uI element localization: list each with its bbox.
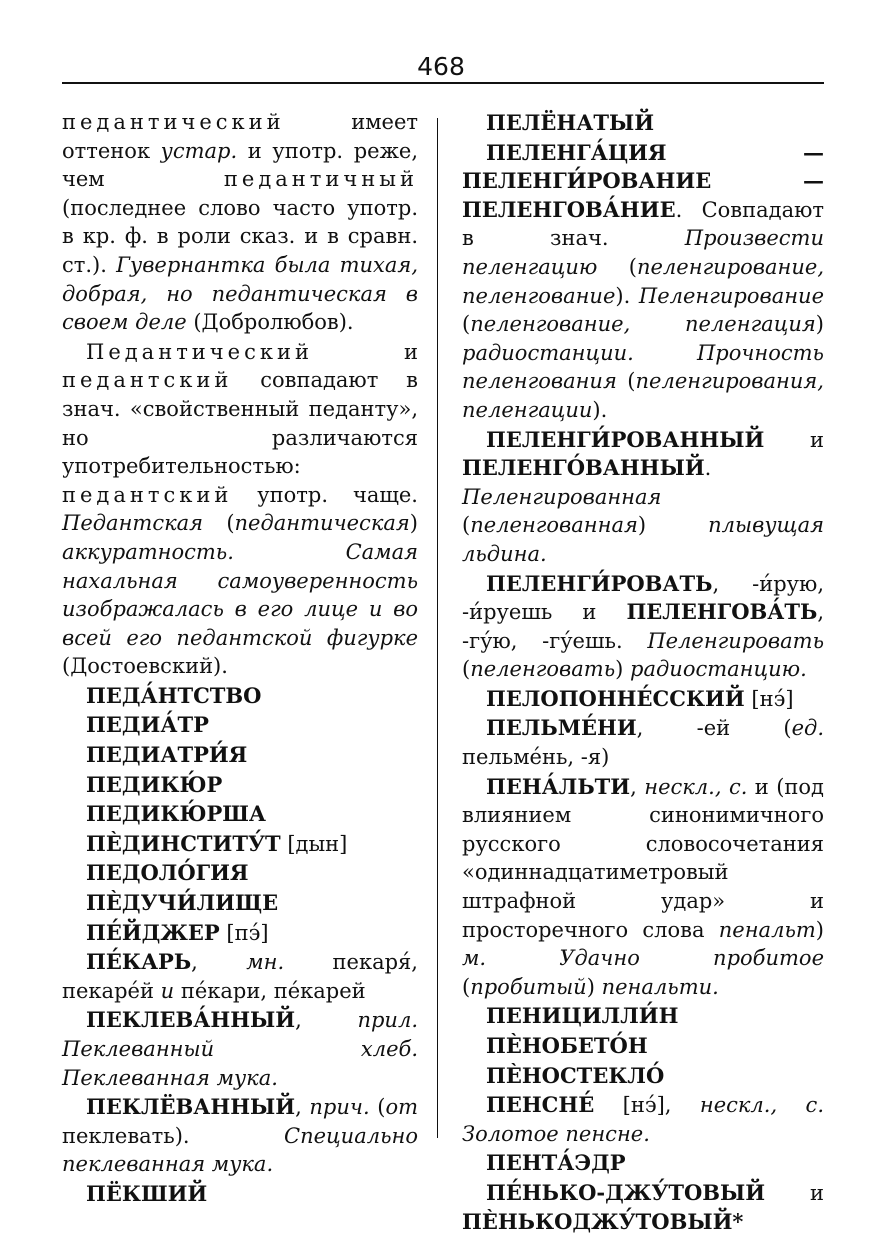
headword: ПЕЛОПОННЕ́ССКИЙ [486,685,745,711]
entry-pedinstitut [62,830,418,859]
headword: ПЕЛЕНГО́ВАННЫЙ [462,455,705,481]
page-number: 468 [417,52,465,81]
headword: ПЕЛЬМЕ́НИ [486,715,637,741]
text-run: , [295,1008,358,1033]
italic-text: нескл., с. [644,774,748,799]
right-column [462,108,824,1236]
italic-text: Произвести пеленгацию [462,226,824,279]
italic-text: прич. [309,1095,370,1120]
headword: ПЕДИКЮ́Р [86,771,223,797]
entry-pedologiya [62,859,418,888]
italic-text: плывущая льдина. [462,513,824,566]
entry-pelengatsiya [462,139,824,425]
text-run: пе́кари, пе́карей [174,978,366,1003]
text-run: , [630,774,645,799]
entry-pedantstvo [62,682,418,711]
text-run: употр. чаще. [232,482,418,507]
text-run: ). [592,397,608,422]
headword: ПЀДУЧИ́ЛИЩЕ [86,890,279,916]
text-run: ( [462,657,471,682]
italic-text: Педантская [62,511,204,536]
entry-peloponnesskiy [462,685,824,714]
headword: ПЕ́ЙДЖЕР [86,919,220,945]
italic-text: аккуратность. Самая нахальная самоуверенность изображалась в его лице и во всей его педантской фигурке [62,539,418,650]
italic-text: Пеленгированная [462,484,662,509]
text-run: ) [615,657,631,682]
text-run: [пэ́] [219,920,269,945]
headword: ПЕДИКЮ́РША [86,801,267,827]
text-run: и [313,339,418,364]
headword: ПЕЛЕНГИ́РОВАННЫЙ [486,426,765,452]
italic-text: м. Удачно пробитое [462,946,824,971]
entry-pekar [62,948,418,1005]
text-run: ( [203,511,235,536]
italic-text: от [385,1095,418,1120]
entry-pedikyur [62,771,418,800]
italic-text: пеленгование, пеленгация [470,312,816,337]
italic-text: пенальти. [601,974,719,999]
entry-penitsillin [462,1002,824,1031]
headword: ПЕНСНЕ́ [486,1092,595,1118]
text-run: , -и́рую, -и́руешь и [462,571,824,625]
headword: ПЕДИАТРИ́Я [86,742,248,768]
italic-text: радиостанцию. [630,657,807,682]
header-rule [62,82,824,84]
entry-pyokshiy [62,1180,418,1209]
text-run: , -гу́ю, -гу́ешь. [462,600,824,653]
text-run: ) [586,974,602,999]
text-run: (Добролюбов). [186,310,354,335]
italic-text: пенальт [718,917,816,942]
entry-peklevanny-adj [62,1006,418,1092]
text-run: [нэ́], [594,1093,700,1118]
headword: ПЕ́КАРЬ [86,949,192,975]
spaced-term: Педантический [86,339,313,364]
entry-pediatriya [62,741,418,770]
text-run: (последнее слово часто употр. в кр. ф. в роли сказ. и в сравн. ст.). [62,195,418,277]
italic-text: педантическая [234,511,410,536]
headword: ПЕНИЦИЛЛИ́Н [486,1003,679,1029]
italic-text: устар. [160,138,238,163]
headword: ПЕКЛЁВАННЫЙ [86,1094,296,1120]
text-run: пельме́нь, -я) [462,745,610,770]
headword: ПЕНТА́ЭДР [486,1150,626,1176]
entry-penosteklo [462,1062,824,1091]
text-run: , [191,950,247,975]
italic-text: ед. [791,716,824,741]
spaced-term: педантический [62,110,285,134]
headword: ПЕЛЕНГИ́РОВАТЬ [486,570,713,596]
headword: ПЁКШИЙ [86,1180,208,1206]
entry-peydzher [62,919,418,948]
text-run: и употр. реже, чем [62,138,418,192]
text-run: совпадают в знач. «свойственный педанту», но различаются употребительностью: [62,368,418,479]
entry-pelengirovanny [462,426,824,569]
headword: ПЀНОСТЕКЛО́ [486,1062,665,1088]
text-run: и (под влиянием синонимичного русского словосочетания «одиннадцатиметровый штрафной удар» и просторечного слова [462,774,824,942]
text-run: (Достоевский). [62,654,228,679]
entry-peduchilishche [62,889,418,918]
usage-note-paragraph [62,338,418,681]
headword: ПЕДОЛО́ГИЯ [86,860,249,886]
entry-penalti [462,773,824,1002]
italic-text: пробитый [470,974,587,999]
headword: ПЀНЬКОДЖУ́ТОВЫЙ* [462,1208,744,1234]
spaced-term: педантский [62,368,233,393]
italic-text: и [160,978,175,1003]
text-run: [дын] [280,831,348,856]
entry-pelmeni [462,714,824,771]
text-run: ( [462,312,471,337]
text-run: ( [369,1095,386,1120]
text-run: пекаря́, пекаре́й [62,950,418,1003]
italic-text: прил. Пеклеванный хлеб. Пеклеванная мука. [62,1008,418,1090]
headword: ПЕДА́НТСТВО [86,682,262,708]
entry-pediatr [62,711,418,740]
text-run: пеклевать). [62,1123,284,1148]
text-run: ( [616,369,636,394]
headword: ПЕДИА́ТР [86,712,209,738]
italic-text: Специально пеклеванная мука. [62,1123,418,1177]
italic-text: Пеленгирование [638,283,824,308]
text-run: ( [462,974,471,999]
entry-penko-dzhutovy [462,1179,824,1236]
column-divider [437,118,438,1138]
text-run: ) [409,511,418,536]
continuation-paragraph [62,108,418,337]
text-run: ) [815,917,824,942]
italic-text: радиостанции. Прочность пеленгования [462,340,824,394]
headword: ПЕЛЕНГОВА́ТЬ [626,599,818,625]
italic-text: пеленговать [470,657,616,682]
spaced-term: педантский [62,482,233,507]
text-run: , -ей ( [636,716,792,741]
headword: ПЀНОБЕТО́Н [486,1033,648,1058]
text-run: , [295,1095,310,1120]
entry-pensne [462,1091,824,1148]
italic-text: пеленгованная [470,513,638,538]
headword: ПЕ́НЬКО-ДЖУ́ТОВЫЙ [486,1179,766,1205]
text-run: ). [615,283,639,308]
italic-text: Пеленгировать [647,628,824,653]
text-run: и [765,1180,824,1205]
italic-text: пеленгирование, пеленгование [462,254,824,308]
spaced-term: педантичный [223,167,418,192]
text-run: имеет оттенок [62,110,418,163]
text-run: . Совпадают в знач. [462,197,824,251]
text-run: ) [815,312,824,337]
text-run: ) [637,513,709,538]
entry-pelengirovat [462,570,824,684]
headword: ПЕЛЁНАТЫЙ [486,110,655,135]
headword: ПЕЛЕНГА́ЦИЯ — ПЕЛЕНГИ́РОВАНИЕ — ПЕЛЕНГОВА́НИЕ [462,139,824,222]
italic-text: нескл., с. Золотое пенсне. [462,1093,824,1146]
entry-peklyovanny-part [62,1093,418,1179]
left-column [62,108,418,1209]
entry-pedikyursha [62,800,418,829]
headword: ПЕКЛЕВА́ННЫЙ [86,1007,296,1033]
text-run: . [704,456,712,481]
text-run: и [764,427,824,452]
entry-penobeton [462,1032,824,1061]
headword: ПЕНА́ЛЬТИ [486,773,631,799]
italic-text: пеленгирования, пеленгации [462,369,824,422]
text-run: [нэ́] [744,686,794,711]
entry-pentaedr [462,1149,824,1178]
entry-pelyonaty [462,109,824,138]
italic-text: мн. [246,950,285,975]
text-run: ( [597,254,637,279]
headword: ПЀДИНСТИТУ́Т [86,830,281,856]
text-run: ( [462,513,471,538]
italic-text: Гувернантка была тихая, добрая, но педантическая в своем деле [62,252,418,335]
